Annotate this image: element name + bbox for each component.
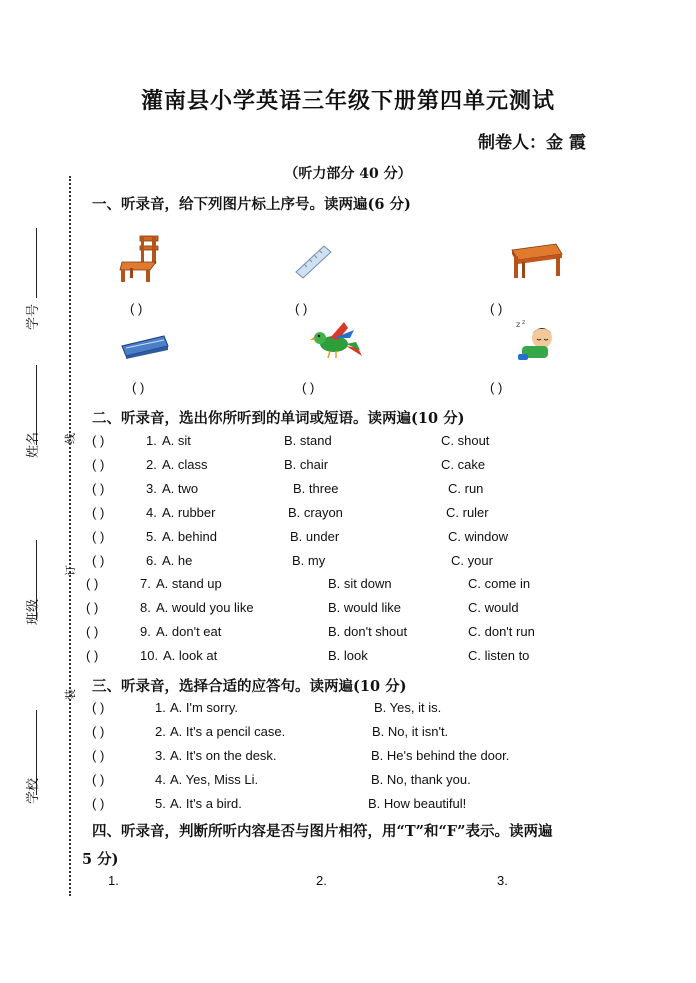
- option-b[interactable]: B. sit down: [328, 576, 392, 591]
- sleeping-boy-icon: [512, 318, 558, 362]
- student-number-blank: [36, 228, 37, 298]
- answer-blank[interactable]: ( ): [92, 433, 105, 448]
- question-number: 4.: [155, 772, 166, 787]
- option-b[interactable]: B. No, thank you.: [371, 772, 471, 787]
- section2-heading: 二、听录音，选出你所听到的单词或短语。读两遍(10 分): [92, 410, 465, 427]
- cut-mark-bind: 订: [64, 565, 77, 576]
- answer-blank[interactable]: ( ): [92, 553, 105, 568]
- section4-heading: 四、听录音，判断所听内容是否与图片相符，用“T”和“F”表示。读两遍: [92, 823, 553, 840]
- question-number: 3.: [155, 748, 166, 763]
- question-number: 2.: [146, 457, 157, 472]
- picture-answer-6[interactable]: ( ): [490, 380, 503, 395]
- option-b[interactable]: B. crayon: [288, 505, 343, 520]
- option-c[interactable]: C. run: [448, 481, 484, 496]
- option-a[interactable]: A. stand up: [156, 576, 222, 591]
- option-c[interactable]: C. would: [468, 600, 519, 615]
- option-c[interactable]: C. window: [448, 529, 508, 544]
- question-number: 10.: [140, 648, 159, 663]
- option-b[interactable]: B. under: [290, 529, 340, 544]
- option-a[interactable]: A. look at: [163, 648, 218, 663]
- svg-text:z: z: [516, 320, 521, 329]
- question-number: 4.: [146, 505, 157, 520]
- answer-blank[interactable]: ( ): [92, 505, 105, 520]
- question-number: 5.: [146, 529, 157, 544]
- answer-blank[interactable]: ( ): [86, 624, 99, 639]
- picture-answer-1[interactable]: ( ): [130, 301, 143, 316]
- question-number: 5.: [155, 796, 166, 811]
- option-b[interactable]: B. stand: [284, 433, 332, 448]
- option-b[interactable]: B. my: [292, 553, 326, 568]
- section3-heading: 三、听录音，选择合适的应答句。读两遍(10 分): [92, 678, 407, 695]
- question-number: 6.: [146, 553, 157, 568]
- section4-number-3: 3.: [497, 873, 508, 888]
- option-b[interactable]: B. look: [328, 648, 368, 663]
- question-number: 2.: [155, 724, 166, 739]
- option-b[interactable]: B. three: [293, 481, 339, 496]
- option-a[interactable]: A. behind: [162, 529, 217, 544]
- question-number: 1.: [155, 700, 166, 715]
- name-label: 姓名: [26, 431, 41, 458]
- answer-blank[interactable]: ( ): [92, 529, 105, 544]
- answer-blank[interactable]: ( ): [92, 724, 105, 739]
- option-a[interactable]: A. rubber: [162, 505, 216, 520]
- answer-blank[interactable]: ( ): [92, 796, 105, 811]
- section1-heading: 一、听录音，给下列图片标上序号。读两遍(6 分): [92, 196, 411, 213]
- picture-answer-2[interactable]: ( ): [295, 301, 308, 316]
- option-a[interactable]: A. It's a pencil case.: [170, 724, 286, 739]
- option-b[interactable]: B. How beautiful!: [368, 796, 467, 811]
- picture-answer-3[interactable]: ( ): [490, 301, 503, 316]
- bird-icon: [310, 320, 362, 362]
- pencil-case-icon: [120, 334, 170, 360]
- option-b[interactable]: B. No, it isn't.: [372, 724, 449, 739]
- picture-answer-4[interactable]: ( ): [132, 380, 145, 395]
- ruler-icon: [294, 244, 334, 280]
- option-a[interactable]: A. two: [162, 481, 199, 496]
- option-c[interactable]: C. don't run: [468, 624, 535, 639]
- answer-blank[interactable]: ( ): [86, 576, 99, 591]
- option-a[interactable]: A. sit: [162, 433, 191, 448]
- picture-answer-5[interactable]: ( ): [302, 380, 315, 395]
- option-c[interactable]: C. ruler: [446, 505, 489, 520]
- option-b[interactable]: B. don't shout: [328, 624, 408, 639]
- option-c[interactable]: C. listen to: [468, 648, 530, 663]
- question-number: 1.: [146, 433, 157, 448]
- option-c[interactable]: C. your: [451, 553, 493, 568]
- student-number-label: 学号: [26, 303, 41, 330]
- answer-blank[interactable]: ( ): [92, 772, 105, 787]
- question-number: 8.: [140, 600, 151, 615]
- answer-blank[interactable]: ( ): [92, 481, 105, 496]
- option-b[interactable]: B. Yes, it is.: [374, 700, 442, 715]
- option-a[interactable]: A. Yes, Miss Li.: [170, 772, 259, 787]
- section4-number-2: 2.: [316, 873, 327, 888]
- option-c[interactable]: C. come in: [468, 576, 531, 591]
- option-c[interactable]: C. shout: [441, 433, 490, 448]
- option-a[interactable]: A. It's on the desk.: [170, 748, 277, 763]
- question-number: 9.: [140, 624, 151, 639]
- answer-blank[interactable]: ( ): [92, 457, 105, 472]
- option-c[interactable]: C. cake: [441, 457, 486, 472]
- chair-icon: [118, 234, 162, 284]
- question-number: 7.: [140, 576, 151, 591]
- author-line: 制卷人：金 霞: [478, 133, 586, 153]
- option-a[interactable]: A. he: [162, 553, 193, 568]
- option-b[interactable]: B. would like: [328, 600, 401, 615]
- school-label: 学校: [26, 777, 41, 804]
- listening-note: （听力部分 40 分）: [284, 166, 412, 182]
- section4-number-1: 1.: [108, 873, 119, 888]
- class-label: 班级: [26, 598, 41, 625]
- answer-blank[interactable]: ( ): [92, 748, 105, 763]
- binding-dotted-line: [69, 176, 71, 896]
- option-a[interactable]: A. would you like: [156, 600, 254, 615]
- cut-mark-fold: 装: [64, 689, 77, 700]
- option-b[interactable]: B. He's behind the door.: [371, 748, 510, 763]
- answer-blank[interactable]: ( ): [92, 700, 105, 715]
- option-a[interactable]: A. It's a bird.: [170, 796, 242, 811]
- cut-mark-line: 线: [64, 433, 77, 444]
- option-a[interactable]: A. class: [162, 457, 208, 472]
- svg-text:z: z: [522, 319, 526, 326]
- option-a[interactable]: A. don't eat: [156, 624, 222, 639]
- option-b[interactable]: B. chair: [284, 457, 329, 472]
- answer-blank[interactable]: ( ): [86, 600, 99, 615]
- question-number: 3.: [146, 481, 157, 496]
- desk-icon: [508, 242, 564, 280]
- answer-blank[interactable]: ( ): [86, 648, 99, 663]
- page-title: 灌南县小学英语三年级下册第四单元测试: [140, 88, 555, 114]
- section4-heading-cont: 5 分): [82, 851, 119, 868]
- option-a[interactable]: A. I'm sorry.: [170, 700, 238, 715]
